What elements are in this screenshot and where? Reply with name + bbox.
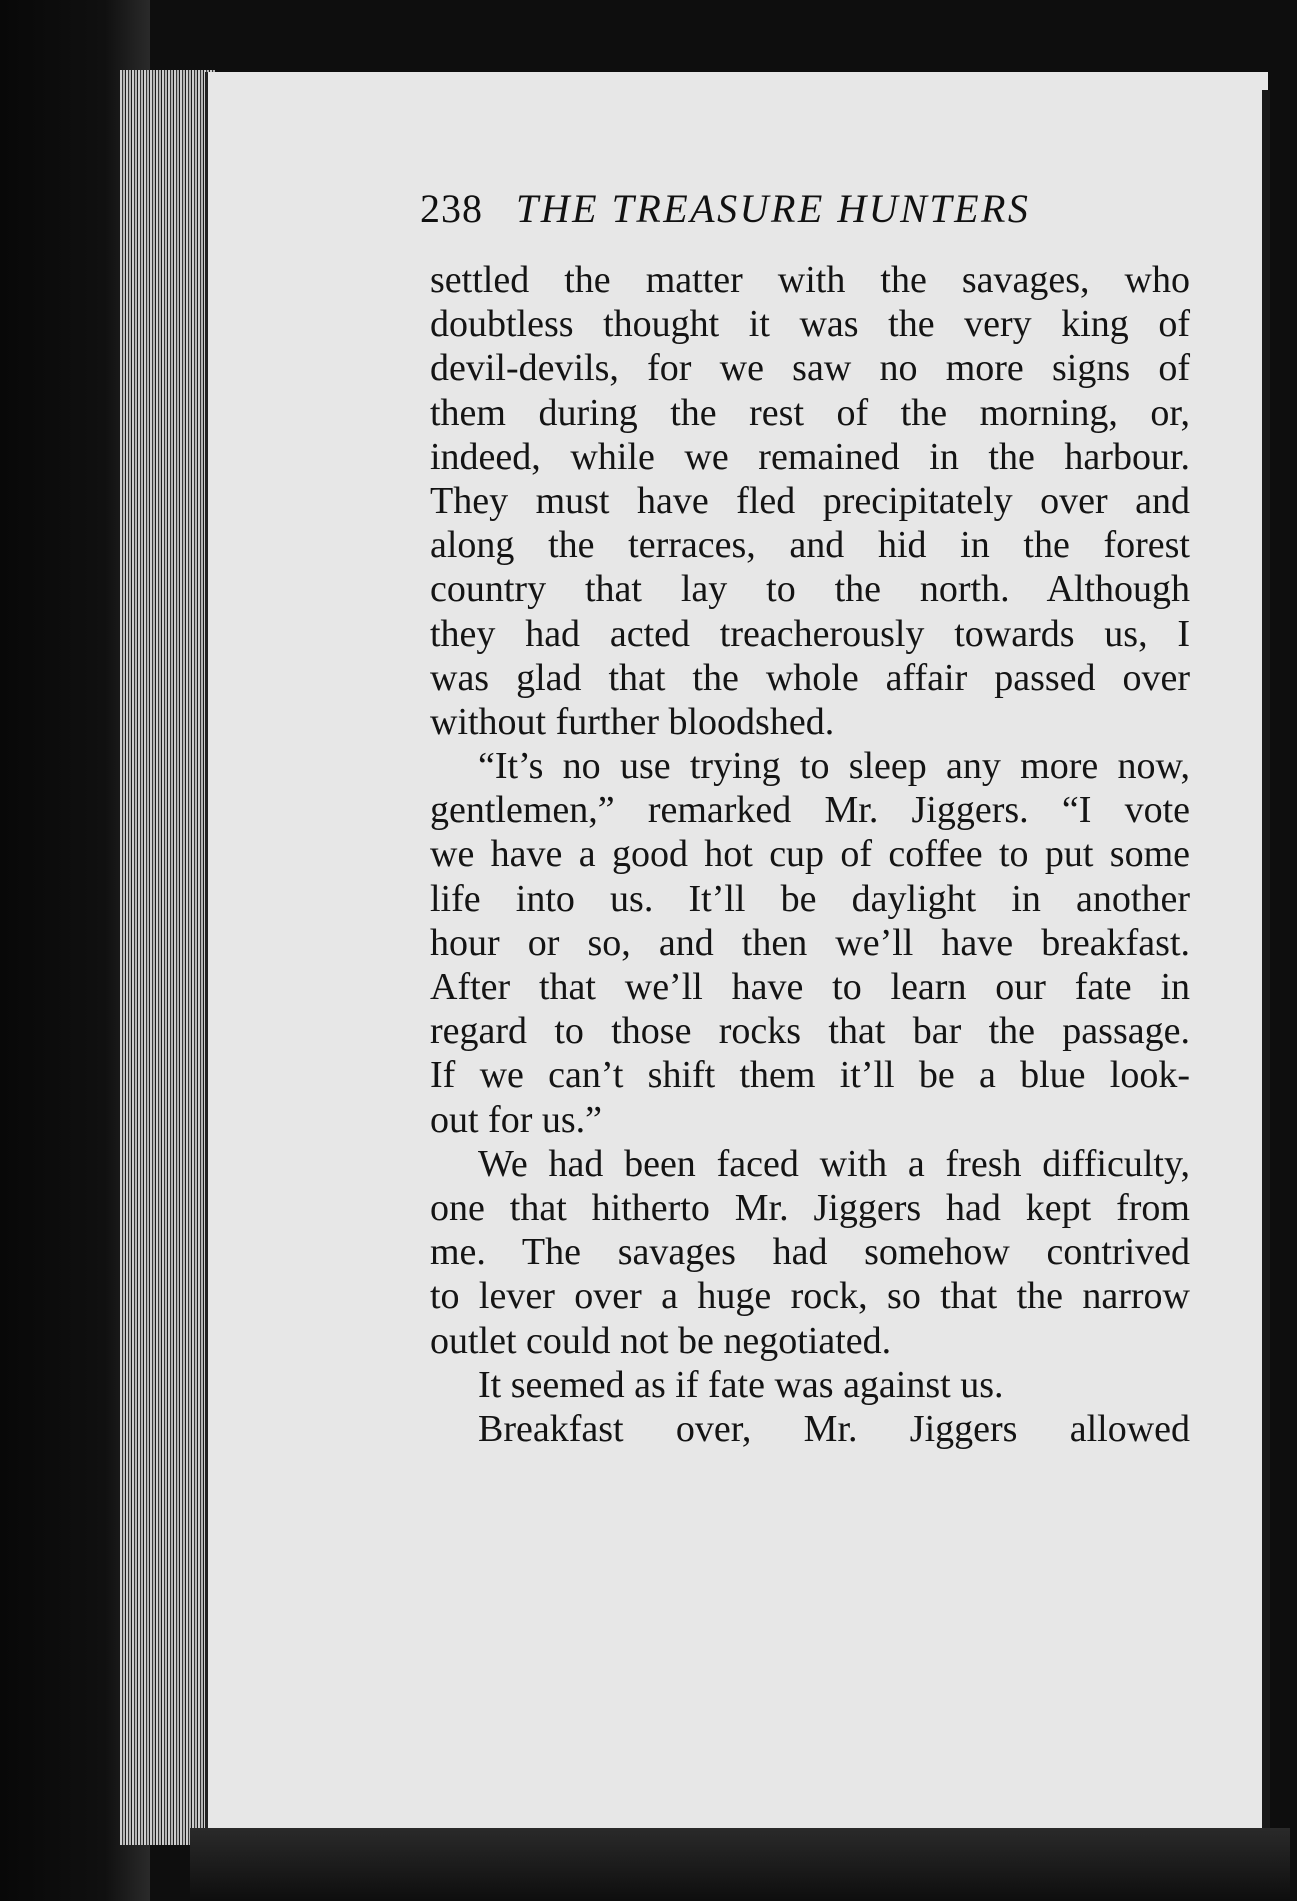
- text-line: Breakfast over, Mr. Jiggers allowed: [478, 1407, 1190, 1450]
- text-line: out for us.”: [430, 1098, 603, 1141]
- running-title: THE TREASURE HUNTERS: [516, 186, 1031, 231]
- text-line: It seemed as if fate was against us.: [478, 1363, 1004, 1406]
- text-line: settled the matter with the savages, who: [430, 259, 1190, 301]
- text-line: We had been faced with a fresh difficulty,: [478, 1142, 1190, 1185]
- text-line: If we can’t shift them it’ll be a blue look-: [430, 1054, 1190, 1097]
- text-line: we have a good hot cup of coffee to put some: [430, 833, 1190, 876]
- text-line: indeed, while we remained in the harbour.: [430, 435, 1190, 478]
- page-number: 238: [420, 186, 483, 231]
- text-line: along the terraces, and hid in the forest: [430, 524, 1190, 567]
- text-line: They must have fled precipitately over and: [430, 479, 1190, 522]
- text-line: outlet could not be negotiated.: [430, 1319, 892, 1362]
- text-line: After that we’ll have to learn our fate in: [430, 966, 1190, 1008]
- text-line: regard to those rocks that bar the passage.: [430, 1010, 1190, 1053]
- text-line: me. The savages had somehow contrived: [430, 1231, 1190, 1274]
- text-line: doubtless thought it was the very king of: [430, 303, 1190, 346]
- body-text: [430, 258, 1190, 1451]
- stacked-page-edges: [120, 70, 215, 1845]
- text-line: them during the rest of the morning, or,: [430, 391, 1190, 434]
- page-bottom-edge: [190, 1828, 1290, 1901]
- text-line: was glad that the whole affair passed over: [430, 656, 1190, 699]
- text-line: life into us. It’ll be daylight in another: [430, 877, 1190, 920]
- text-line: without further bloodshed.: [430, 700, 835, 743]
- text-line: country that lay to the north. Although: [430, 568, 1190, 611]
- page-right-edge: [1262, 90, 1270, 1840]
- text-line: gentlemen,” remarked Mr. Jiggers. “I vote: [430, 789, 1190, 832]
- text-line: hour or so, and then we’ll have breakfast.: [430, 921, 1190, 964]
- text-line: they had acted treacherously towards us, I: [430, 612, 1190, 655]
- text-line: to lever over a huge rock, so that the narrow: [430, 1275, 1190, 1318]
- text-line: “It’s no use trying to sleep any more now,: [478, 745, 1190, 788]
- text-line: devil-devils, for we saw no more signs of: [430, 347, 1190, 390]
- text-line: one that hitherto Mr. Jiggers had kept from: [430, 1186, 1190, 1229]
- running-head: [420, 185, 1100, 232]
